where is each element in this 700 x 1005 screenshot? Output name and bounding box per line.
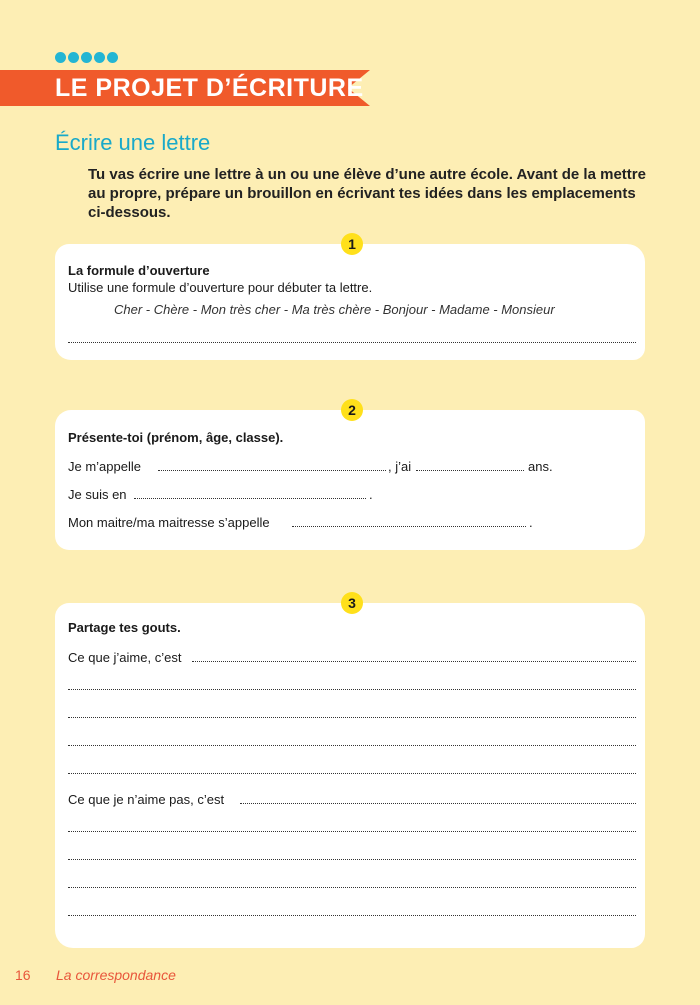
name-field[interactable]	[158, 470, 386, 471]
decor-dot	[107, 52, 118, 63]
class-label: Je suis en	[68, 487, 127, 502]
likes-field[interactable]	[192, 661, 636, 662]
write-line[interactable]	[68, 831, 636, 832]
banner-title: LE PROJET D’ÉCRITURE	[55, 74, 364, 102]
name-label: Je m’appelle	[68, 459, 141, 474]
class-period: .	[369, 487, 373, 502]
decor-dot	[81, 52, 92, 63]
chapter-title: La correspondance	[56, 967, 176, 983]
write-line[interactable]	[68, 717, 636, 718]
write-line[interactable]	[68, 915, 636, 916]
dislikes-label: Ce que je n’aime pas, c’est	[68, 792, 225, 807]
card3-heading: Partage tes gouts.	[68, 620, 181, 635]
teacher-field[interactable]	[292, 526, 526, 527]
decor-dot	[68, 52, 79, 63]
write-line[interactable]	[68, 745, 636, 746]
write-line[interactable]	[68, 859, 636, 860]
page-number: 16	[15, 967, 31, 983]
teacher-period: .	[529, 515, 533, 530]
age-unit: ans.	[528, 459, 553, 474]
card1-heading: La formule d’ouverture	[68, 263, 210, 278]
age-label: , j’ai	[388, 459, 412, 474]
write-line[interactable]	[68, 773, 636, 774]
card1-examples: Cher - Chère - Mon très cher - Ma très chère - Bonjour - Madame - Monsieur	[114, 302, 555, 317]
teacher-label: Mon maitre/ma maitresse s’appelle	[68, 515, 270, 530]
class-field[interactable]	[134, 498, 366, 499]
card1-instruction: Utilise une formule d’ouverture pour débuter ta lettre.	[68, 280, 373, 295]
likes-label: Ce que j’aime, c’est	[68, 650, 182, 665]
decor-dot	[94, 52, 105, 63]
header-dots	[55, 52, 118, 66]
age-field[interactable]	[416, 470, 524, 471]
card2-heading: Présente-toi (prénom, âge, classe).	[68, 430, 284, 445]
step-badge: 1	[341, 233, 363, 255]
intro-text: Tu vas écrire une lettre à un ou une élève d’une autre école. Avant de la mettre au propre, prépare un brouillon en écrivant tes idées dans les emplacements ci-dessous.	[88, 166, 646, 221]
section-title: Écrire une lettre	[55, 130, 211, 155]
decor-dot	[55, 52, 66, 63]
write-line[interactable]	[68, 887, 636, 888]
step-badge: 3	[341, 592, 363, 614]
write-line[interactable]	[68, 689, 636, 690]
dislikes-field[interactable]	[240, 803, 636, 804]
write-line[interactable]	[68, 342, 636, 343]
step-badge: 2	[341, 399, 363, 421]
